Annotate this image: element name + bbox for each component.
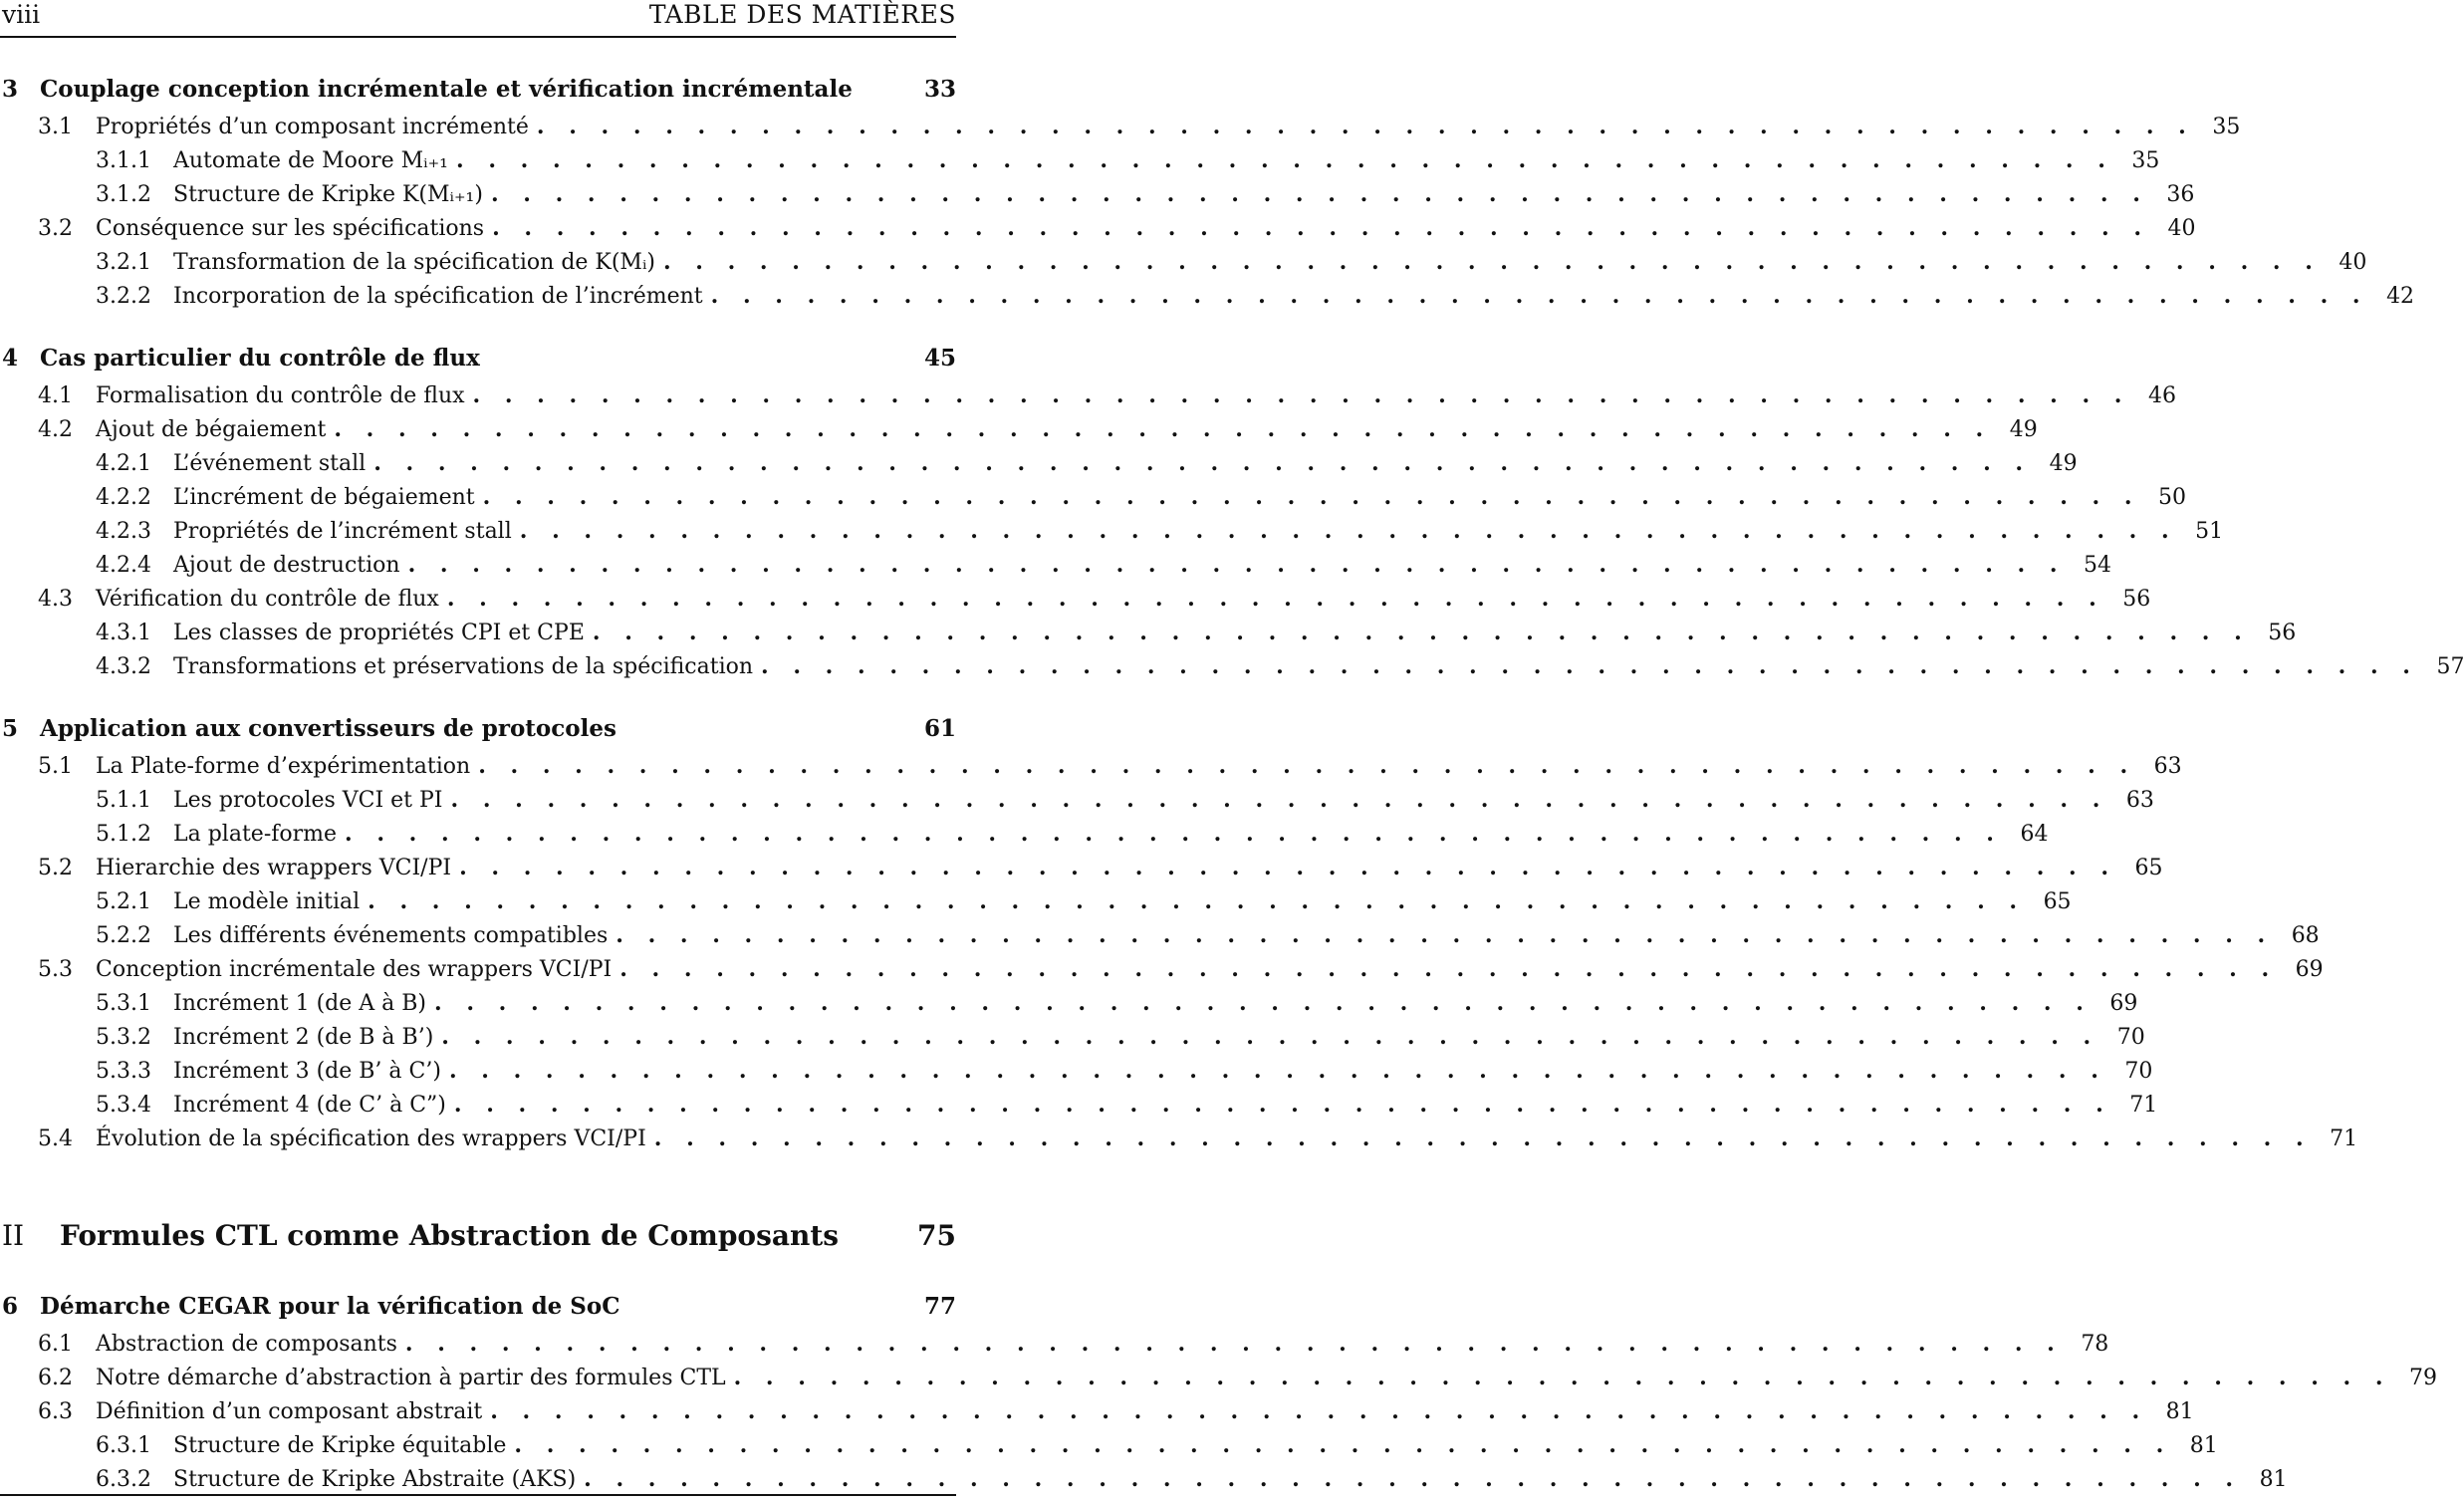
chapter-6[interactable] [0, 1287, 956, 1327]
dot-leader: . . . . . . . . . . . . . . . . . . . . . . . . . . . . . . . . . . . . . . . . . . . . . . . . . . . . [450, 787, 2108, 813]
entry-title: Structure de Kripke Abstraite (AKS) [173, 1467, 577, 1492]
entry-title: Ajout de destruction [173, 553, 400, 578]
chapter-3[interactable] [0, 70, 956, 110]
entry-number: 4.2.1 [96, 451, 151, 476]
entry-number: 5.3.3 [96, 1059, 151, 1084]
entry-title: Automate de Moore Mᵢ₊₁ [173, 148, 448, 173]
entry-page: 81 [2165, 1399, 2194, 1424]
entry-page: 35 [2212, 115, 2241, 139]
entry-title: Incrément 3 (de B’ à C’) [173, 1059, 441, 1084]
entry-page: 71 [2330, 1126, 2358, 1151]
dot-leader: . . . . . . . . . . . . . . . . . . . . . . . . . . . . . . . . . . . . . . . . . . . . . . . . . . . . [472, 382, 2130, 408]
toc-entry-4-3-2[interactable] [0, 649, 2464, 683]
dot-leader: . . . . . . . . . . . . . . . . . . . . . . . . . . . . . . . . . . . . . . . . . . . . . . . . . . . . [459, 855, 2117, 880]
toc-entry-6-1[interactable] [0, 1327, 2109, 1361]
dot-leader: . . . . . . . . . . . . . . . . . . . . . . . . . . . . . . . . . . . . . . . . . . . . . . . . . . . . [536, 114, 2195, 139]
dot-leader: . . . . . . . . . . . . . . . . . . . . . . . . . . . . . . . . . . . . . . . . . . . . . . . . . . . . [478, 753, 2136, 779]
entry-number: 4.2.4 [96, 553, 151, 578]
toc-entry-6-3-2[interactable] [0, 1462, 2288, 1496]
entry-number: 4.2.2 [96, 485, 151, 510]
dot-leader: . . . . . . . . . . . . . . . . . . . . . . . . . . . . . . . . . . . . . . . . . . . . . . . . . . . . [334, 416, 1992, 442]
dot-leader: . . . . . . . . . . . . . . . . . . . . . . . . . . . . . . . . . . . . . . . . . . . . . . . . . . . . [519, 518, 2178, 544]
entry-page: 40 [2339, 250, 2367, 275]
entry-number: 3.2 [38, 216, 73, 241]
toc-entry-5-4[interactable] [0, 1122, 2358, 1155]
dot-leader: . . . . . . . . . . . . . . . . . . . . . . . . . . . . . . . . . . . . . . . . . . . . . . . . . . . . [448, 1058, 2107, 1084]
dot-leader: . . . . . . . . . . . . . . . . . . . . . . . . . . . . . . . . . . . . . . . . . . . . . . . . . . . . [662, 249, 2322, 275]
dot-leader: . . . . . . . . . . . . . . . . . . . . . . . . . . . . . . . . . . . . . . . . . . . . . . . . . . . . [434, 990, 2093, 1016]
entry-title: Structure de Kripke K(Mᵢ₊₁) [173, 182, 483, 207]
running-title: TABLE DES MATIÈRES [648, 0, 956, 29]
toc-entry-3-2[interactable] [0, 211, 2196, 245]
entry-page: 46 [2147, 383, 2176, 408]
header-rule [0, 36, 956, 38]
part-title: Formules CTL comme Abstraction de Composants [60, 1219, 840, 1252]
entry-title: Les différents événements compatibles [173, 923, 609, 948]
toc-entry-4-2-4[interactable] [0, 548, 2111, 582]
entry-page: 56 [2268, 621, 2297, 645]
toc-entry-5-3-3[interactable] [0, 1054, 2153, 1088]
entry-number: 6.3.2 [96, 1467, 151, 1492]
entry-number: 5.2.1 [96, 889, 151, 914]
entry-title: Conception incrémentale des wrappers VCI/PI [96, 957, 613, 982]
dot-leader: . . . . . . . . . . . . . . . . . . . . . . . . . . . . . . . . . . . . . . . . . . . . . . . . . . . . [482, 484, 2141, 510]
entry-number: 3.1.1 [96, 148, 151, 173]
entry-page: 69 [2295, 957, 2324, 982]
entry-number: 4.3 [38, 587, 73, 612]
entry-page: 42 [2386, 284, 2415, 309]
page-header [0, 0, 956, 38]
dot-leader: . . . . . . . . . . . . . . . . . . . . . . . . . . . . . . . . . . . . . . . . . . . . . . . . . . . . [619, 956, 2278, 982]
entry-page: 63 [2125, 788, 2154, 813]
toc-entry-5-1[interactable] [0, 749, 2182, 783]
chapter-page: 61 [923, 715, 956, 742]
entry-number: 6.3 [38, 1399, 73, 1424]
toc-entry-5-2-1[interactable] [0, 884, 2072, 918]
chapter-number: 5 [2, 715, 19, 742]
chapter-5[interactable] [0, 709, 956, 749]
entry-title: Transformation de la spécification de K(Mᵢ) [173, 250, 655, 275]
entry-number: 4.2.3 [96, 519, 151, 544]
entry-number: 5.4 [38, 1126, 73, 1151]
entry-page: 70 [2124, 1059, 2153, 1084]
entry-title: Transformations et préservations de la spécification [173, 654, 754, 679]
dot-leader: . . . . . . . . . . . . . . . . . . . . . . . . . . . . . . . . . . . . . . . . . . . . . . . . . . . . [490, 1398, 2148, 1424]
entry-title: La Plate-forme d’expérimentation [96, 754, 471, 779]
entry-number: 4.3.2 [96, 654, 151, 679]
dot-leader: . . . . . . . . . . . . . . . . . . . . . . . . . . . . . . . . . . . . . . . . . . . . . . . . . . . . [368, 888, 2026, 914]
toc-entry-4-2[interactable] [0, 412, 2038, 446]
chapter-number: 6 [2, 1293, 19, 1320]
dot-leader: . . . . . . . . . . . . . . . . . . . . . . . . . . . . . . . . . . . . . . . . . . . . . . . . . . . . [592, 620, 2251, 645]
entry-page: 36 [2166, 182, 2195, 207]
chapter-title: Couplage conception incrémentale et vérification incrémentale [40, 76, 853, 103]
chapter-title: Application aux convertisseurs de protocoles [40, 715, 616, 742]
toc-entry-5-2-2[interactable] [0, 918, 2320, 952]
entry-page: 50 [2158, 485, 2187, 510]
entry-title: Incorporation de la spécification de l’incrément [173, 284, 703, 309]
entry-page: 40 [2167, 216, 2196, 241]
entry-number: 5.3.1 [96, 991, 151, 1016]
entry-number: 6.3.1 [96, 1433, 151, 1458]
entry-title: Incrément 4 (de C’ à C”) [173, 1093, 446, 1118]
dot-leader: . . . . . . . . . . . . . . . . . . . . . . . . . . . . . . . . . . . . . . . . . . . . . . . . . . . . [710, 283, 2369, 309]
toc-entry-3-1-2[interactable] [0, 177, 2195, 211]
toc-entry-3-2-2[interactable] [0, 279, 2415, 313]
entry-title: Incrément 1 (de A à B) [173, 991, 427, 1016]
entry-number: 4.2 [38, 417, 73, 442]
entry-title: Structure de Kripke équitable [173, 1433, 507, 1458]
entry-number: 6.1 [38, 1332, 73, 1357]
chapter-number: 4 [2, 345, 19, 372]
entry-title: Propriétés d’un composant incrémenté [96, 115, 529, 139]
entry-page: 64 [2020, 822, 2049, 847]
entry-page: 78 [2081, 1332, 2109, 1357]
entry-number: 5.1.1 [96, 788, 151, 813]
page-number: viii [2, 0, 41, 29]
toc-entry-5-3-4[interactable] [0, 1088, 2158, 1122]
entry-page: 49 [2049, 451, 2078, 476]
toc-entry-5-3-1[interactable] [0, 986, 2138, 1020]
entry-page: 65 [2134, 856, 2163, 880]
entry-page: 68 [2291, 923, 2320, 948]
entry-page: 63 [2153, 754, 2182, 779]
toc-entry-5-1-2[interactable] [0, 817, 2049, 851]
entry-page: 81 [2189, 1433, 2218, 1458]
entry-number: 3.2.1 [96, 250, 151, 275]
entry-title: Évolution de la spécification des wrappers VCI/PI [96, 1126, 646, 1151]
chapter-4[interactable] [0, 339, 956, 378]
entry-title: Formalisation du contrôle de flux [96, 383, 465, 408]
entry-title: Vérification du contrôle de flux [96, 587, 439, 612]
chapter-title: Cas particulier du contrôle de flux [40, 345, 480, 372]
dot-leader: . . . . . . . . . . . . . . . . . . . . . . . . . . . . . . . . . . . . . . . . . . . . . . . . . . . . [407, 552, 2066, 578]
entry-number: 3.2.2 [96, 284, 151, 309]
toc-entry-4-2-2[interactable] [0, 480, 2187, 514]
entry-number: 5.3 [38, 957, 73, 982]
toc-entry-4-2-3[interactable] [0, 514, 2224, 548]
entry-title: Hierarchie des wrappers VCI/PI [96, 856, 452, 880]
toc-entry-6-2[interactable] [0, 1361, 2438, 1394]
entry-number: 4.3.1 [96, 621, 151, 645]
entry-title: Définition d’un composant abstrait [96, 1399, 483, 1424]
entry-page: 54 [2084, 553, 2111, 578]
toc-entry-5-2[interactable] [0, 851, 2163, 884]
entry-title: Le modèle initial [173, 889, 361, 914]
dot-leader: . . . . . . . . . . . . . . . . . . . . . . . . . . . . . . . . . . . . . . . . . . . . . . . . . . . . [345, 821, 2003, 847]
dot-leader: . . . . . . . . . . . . . . . . . . . . . . . . . . . . . . . . . . . . . . . . . . . . . . . . . . . . [514, 1432, 2172, 1458]
dot-leader: . . . . . . . . . . . . . . . . . . . . . . . . . . . . . . . . . . . . . . . . . . . . . . . . . . . . [653, 1126, 2313, 1151]
part-2[interactable] [0, 1213, 956, 1259]
dot-leader: . . . . . . . . . . . . . . . . . . . . . . . . . . . . . . . . . . . . . . . . . . . . . . . . . . . . [456, 147, 2114, 173]
toc-entry-5-3-2[interactable] [0, 1020, 2145, 1054]
dot-leader: . . . . . . . . . . . . . . . . . . . . . . . . . . . . . . . . . . . . . . . . . . . . . . . . . . . . [453, 1092, 2112, 1118]
entry-title: Ajout de bégaiement [96, 417, 327, 442]
chapter-page: 77 [923, 1293, 956, 1320]
part-page: 75 [917, 1219, 956, 1252]
toc-entry-3-2-1[interactable] [0, 245, 2367, 279]
entry-number: 5.3.2 [96, 1025, 151, 1050]
footer-rule [0, 1494, 956, 1496]
dot-leader: . . . . . . . . . . . . . . . . . . . . . . . . . . . . . . . . . . . . . . . . . . . . . . . . . . . . [373, 450, 2032, 476]
chapter-number: 3 [2, 76, 19, 103]
entry-title: L’événement stall [173, 451, 367, 476]
entry-page: 81 [2259, 1467, 2288, 1492]
entry-title: L’incrément de bégaiement [173, 485, 475, 510]
entry-page: 69 [2109, 991, 2138, 1016]
entry-title: Conséquence sur les spécifications [96, 216, 485, 241]
toc-entry-4-2-1[interactable] [0, 446, 2078, 480]
toc-entry-3-1[interactable] [0, 110, 2241, 143]
entry-page: 65 [2043, 889, 2072, 914]
entry-number: 5.1.2 [96, 822, 151, 847]
entry-title: Notre démarche d’abstraction à partir des formules CTL [96, 1366, 726, 1390]
dot-leader: . . . . . . . . . . . . . . . . . . . . . . . . . . . . . . . . . . . . . . . . . . . . . . . . . . . . [761, 653, 2419, 679]
entry-title: Abstraction de composants [96, 1332, 397, 1357]
entry-title: Incrément 2 (de B à B’) [173, 1025, 434, 1050]
entry-page: 56 [2122, 587, 2151, 612]
dot-leader: . . . . . . . . . . . . . . . . . . . . . . . . . . . . . . . . . . . . . . . . . . . . . . . . . . . . [404, 1331, 2064, 1357]
entry-page: 71 [2129, 1093, 2158, 1118]
toc-entry-4-3-1[interactable] [0, 616, 2297, 649]
part-number: II [2, 1219, 25, 1252]
dot-leader: . . . . . . . . . . . . . . . . . . . . . . . . . . . . . . . . . . . . . . . . . . . . . . . . . . . . [733, 1365, 2392, 1390]
entry-number: 5.1 [38, 754, 73, 779]
toc-entry-6-3-1[interactable] [0, 1428, 2218, 1462]
entry-page: 70 [2116, 1025, 2145, 1050]
toc-entry-5-1-1[interactable] [0, 783, 2154, 817]
entry-page: 51 [2195, 519, 2224, 544]
entry-number: 5.2 [38, 856, 73, 880]
toc-entry-6-3[interactable] [0, 1394, 2194, 1428]
dot-leader: . . . . . . . . . . . . . . . . . . . . . . . . . . . . . . . . . . . . . . . . . . . . . . . . . . . . [441, 1024, 2099, 1050]
toc-entry-4-3[interactable] [0, 582, 2151, 616]
entry-number: 6.2 [38, 1366, 73, 1390]
entry-page: 79 [2409, 1366, 2438, 1390]
chapter-title: Démarche CEGAR pour la vérification de SoC [40, 1293, 620, 1320]
entry-title: La plate-forme [173, 822, 338, 847]
entry-page: 35 [2131, 148, 2160, 173]
entry-title: Propriétés de l’incrément stall [173, 519, 512, 544]
entry-number: 4.1 [38, 383, 73, 408]
dot-leader: . . . . . . . . . . . . . . . . . . . . . . . . . . . . . . . . . . . . . . . . . . . . . . . . . . . . [492, 215, 2150, 241]
table-of-contents [0, 70, 2464, 1496]
dot-leader: . . . . . . . . . . . . . . . . . . . . . . . . . . . . . . . . . . . . . . . . . . . . . . . . . . . . [584, 1466, 2242, 1492]
entry-title: Les classes de propriétés CPI et CPE [173, 621, 585, 645]
entry-number: 3.1.2 [96, 182, 151, 207]
dot-leader: . . . . . . . . . . . . . . . . . . . . . . . . . . . . . . . . . . . . . . . . . . . . . . . . . . . . [490, 181, 2149, 207]
entry-title: Les protocoles VCI et PI [173, 788, 443, 813]
chapter-page: 45 [923, 345, 956, 372]
entry-page: 49 [2009, 417, 2038, 442]
dot-leader: . . . . . . . . . . . . . . . . . . . . . . . . . . . . . . . . . . . . . . . . . . . . . . . . . . . . [616, 922, 2274, 948]
toc-entry-3-1-1[interactable] [0, 143, 2160, 177]
dot-leader: . . . . . . . . . . . . . . . . . . . . . . . . . . . . . . . . . . . . . . . . . . . . . . . . . . . . [446, 586, 2105, 612]
entry-number: 5.2.2 [96, 923, 151, 948]
entry-page: 57 [2436, 654, 2464, 679]
chapter-page: 33 [923, 76, 956, 103]
toc-entry-4-1[interactable] [0, 378, 2176, 412]
toc-entry-5-3[interactable] [0, 952, 2324, 986]
entry-number: 3.1 [38, 115, 73, 139]
entry-number: 5.3.4 [96, 1093, 151, 1118]
